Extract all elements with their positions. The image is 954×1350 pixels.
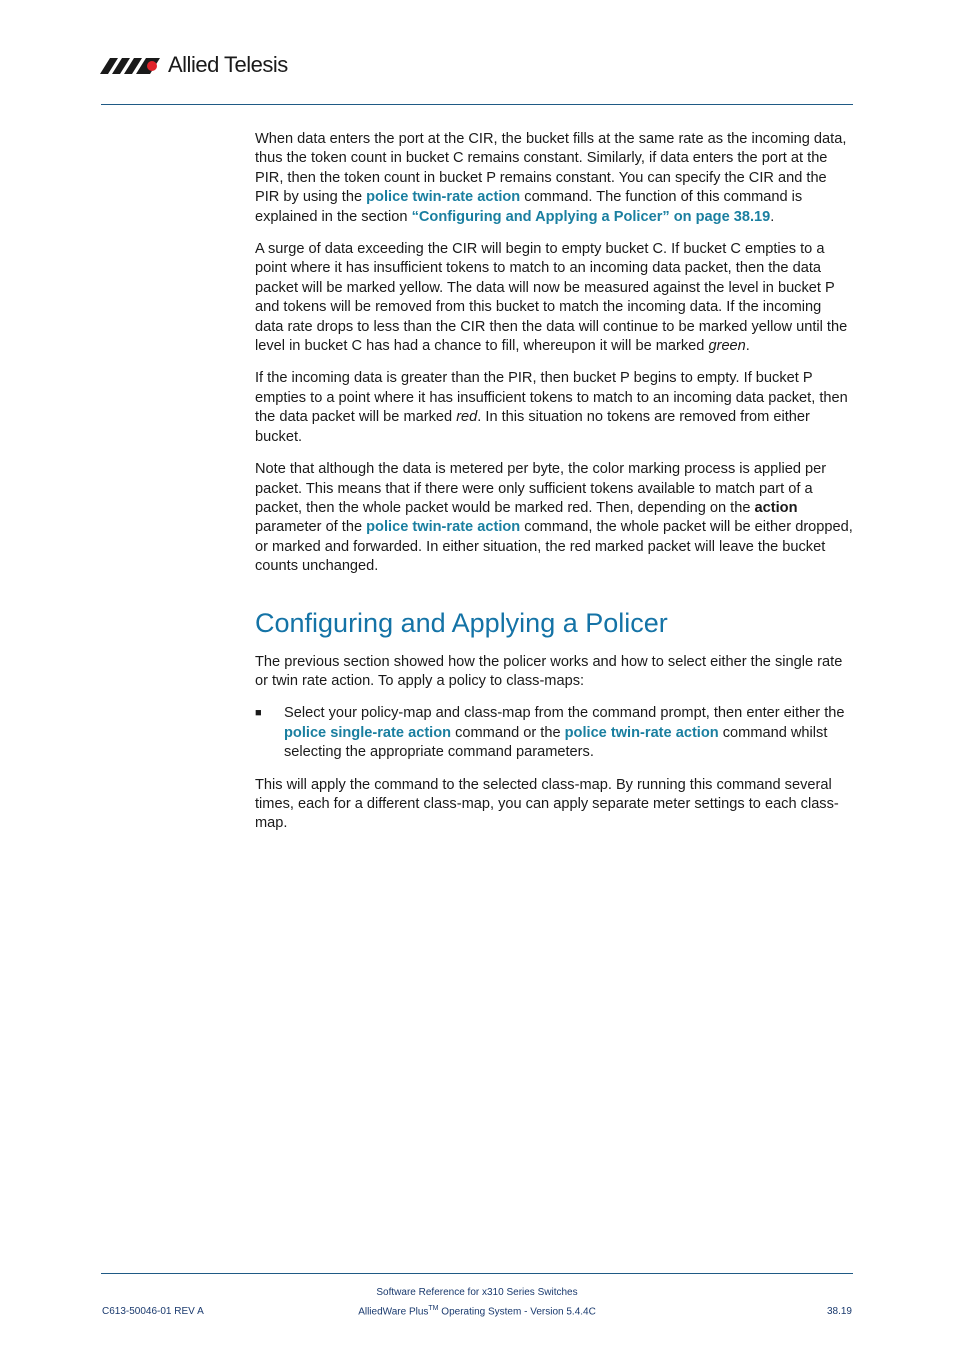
emphasis-red: red: [456, 409, 478, 426]
header-divider: [101, 104, 853, 105]
bullet-item: [255, 704, 853, 762]
text: command, the whole packet will be either dropped, or marked and forwarded. In either situation, the red marked packet will leave the bucket counts unchanged.: [255, 519, 853, 575]
text: command or the: [451, 724, 565, 741]
footer-page-number: 38.19: [826, 1306, 852, 1317]
emphasis-green: green: [708, 338, 746, 355]
paragraph-2: [255, 240, 853, 356]
text: AlliedWare Plus: [358, 1306, 429, 1318]
link-police-single-rate-action[interactable]: police single-rate action: [284, 724, 452, 741]
text: A surge of data exceeding the CIR will begin to empty bucket C. If bucket C empties to a point where it has insufficient tokens to match to an incoming data packet, then the data packet will be marked yellow. The data will now be measured against the level in bucket P and tokens will be removed from this bucket to match the incoming data. If the incoming data rate drops to less than the CIR then the data will continue to be marked yellow until the level in bucket C has had a chance to fill, whereupon it will be marked: [255, 241, 848, 355]
logo-text: Allied Telesis: [168, 52, 288, 77]
footer-divider: [101, 1273, 853, 1274]
link-police-twin-rate-action[interactable]: police twin-rate action: [366, 519, 521, 536]
text: .: [770, 208, 775, 225]
text: command whilst selecting the appropriate command parameters.: [284, 724, 828, 761]
text: Select your policy-map and class-map from the command prompt, then enter either the: [284, 705, 845, 722]
footer-title: Software Reference for x310 Series Switches: [376, 1287, 578, 1298]
paragraph-5: The previous section showed how the policer works and how to select either the single rate or twin rate action. To apply a policy to class-maps:: [255, 653, 843, 689]
text: parameter of the: [255, 519, 367, 536]
text: Note that although the data is metered per byte, the color marking process is applied per packet. This means that if there were only sufficient tokens available to match part of a packet, then the whole packet would be marked red. Then, depending on the: [255, 461, 827, 516]
company-logo: [100, 52, 288, 78]
section-heading: Configuring and Applying a Policer: [255, 607, 668, 638]
link-police-twin-rate-action[interactable]: police twin-rate action: [366, 189, 521, 206]
paragraph-1: [255, 130, 853, 227]
bullet-square-icon: ■: [255, 707, 262, 720]
bold-action: action: [754, 499, 798, 516]
text: command. The function of this command is explained in the section: [255, 189, 803, 225]
text: .: [745, 338, 750, 355]
paragraph-4: [255, 460, 853, 576]
allied-telesis-logo-icon: [100, 54, 164, 76]
text: . In this situation no tokens are removed from either bucket.: [255, 409, 810, 445]
link-configuring-section[interactable]: “Configuring and Applying a Policer” on page 38.19: [411, 208, 771, 225]
link-police-twin-rate-action[interactable]: police twin-rate action: [564, 724, 719, 741]
bullet-text: [284, 704, 853, 762]
main-content: [255, 130, 853, 847]
paragraph-6: This will apply the command to the selected class-map. By running this command several times, each for a different class-map, you can apply separate meter settings to each class-map.: [255, 776, 839, 832]
paragraph-3: [255, 369, 853, 447]
text: If the incoming data is greater than the PIR, then bucket P begins to empty. If bucket P empties to a point where it has insufficient tokens to match to an incoming data packet, then the data packet will be marked: [255, 370, 848, 426]
footer-doc-id: C613-50046-01 REV A: [102, 1306, 204, 1317]
text: When data enters the port at the CIR, the bucket fills at the same rate as the incoming data, thus the token count in bucket C remains constant. Similarly, if data enters the port at the PIR, then the token count in bucket P remains constant. You can specify the CIR and the PIR by using the: [255, 131, 847, 206]
text: Operating System - Version 5.4.4C: [438, 1306, 596, 1318]
trademark-superscript: TM: [428, 1305, 439, 1312]
